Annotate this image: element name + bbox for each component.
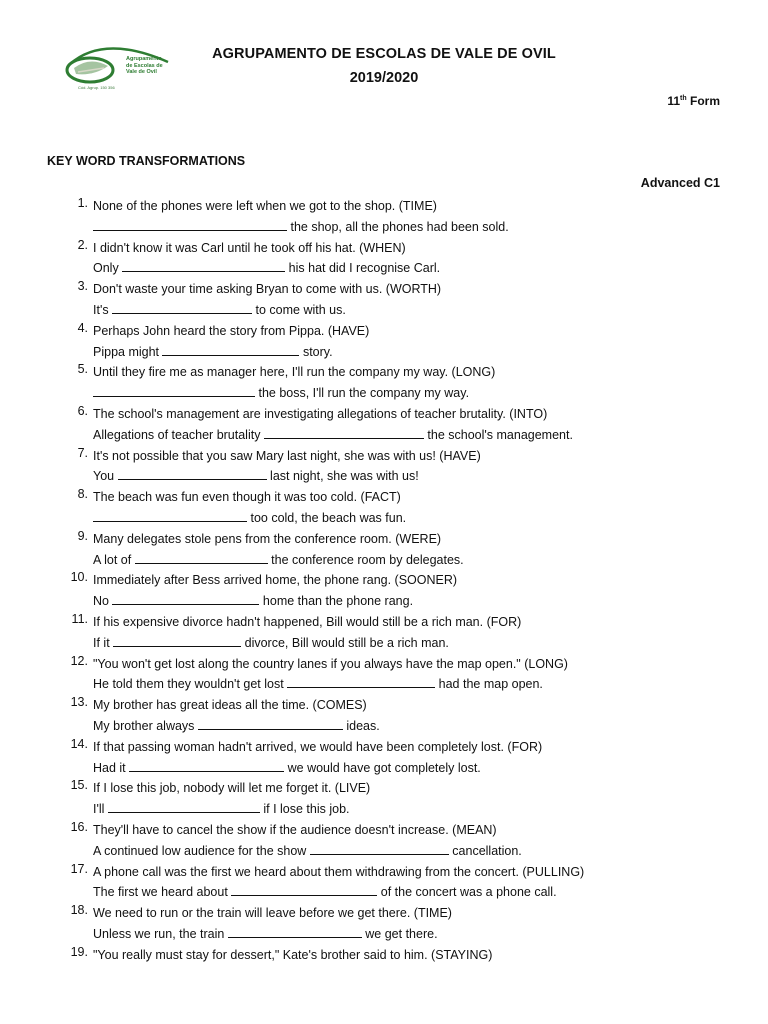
item-number: 18. (70, 903, 88, 918)
item-answer-line (93, 217, 746, 238)
answer-prefix: Only (93, 261, 123, 276)
exercise-item (66, 446, 746, 488)
answer-prefix: Unless we run, the train (93, 926, 228, 941)
item-number: 15. (70, 778, 88, 793)
item-number: 12. (70, 653, 88, 668)
form-suffix: th (680, 95, 687, 102)
form-label: Form (690, 94, 720, 108)
exercise-item (66, 862, 746, 904)
answer-blank[interactable] (135, 551, 268, 564)
item-answer-line (93, 799, 746, 820)
answer-suffix: home than the phone rang. (259, 594, 414, 609)
exercise-item (66, 279, 746, 321)
item-number: 9. (77, 528, 88, 543)
item-answer-line (93, 342, 746, 363)
item-sentence: It's not possible that you saw Mary last night, she was with us! (HAVE) (93, 448, 481, 463)
exercise-item (66, 612, 746, 654)
exercise-item (66, 778, 746, 820)
item-number: 8. (77, 487, 88, 502)
answer-prefix: It's (93, 302, 113, 317)
item-number: 17. (70, 861, 88, 876)
item-sentence: Many delegates stole pens from the conference room. (WERE) (93, 531, 442, 546)
answer-suffix: ideas. (342, 718, 380, 733)
item-sentence: If his expensive divorce hadn't happened, Bill would still be a rich man. (FOR) (93, 614, 522, 629)
answer-blank[interactable] (112, 301, 252, 314)
answer-prefix: The first we heard about (93, 885, 232, 900)
exercise-item (66, 903, 746, 945)
item-number: 6. (77, 403, 88, 418)
form-level (667, 94, 720, 108)
exercise-item (66, 404, 746, 446)
item-answer-line (93, 383, 746, 404)
answer-prefix: Allegations of teacher brutality (93, 427, 264, 442)
exercise-item (66, 196, 746, 238)
logo-caption: Cód. Agrup. 150 356 (78, 85, 115, 90)
exercise-item (66, 570, 746, 612)
answer-blank[interactable] (228, 925, 362, 938)
item-answer-line (93, 841, 746, 862)
school-year: 2019/2020 (349, 70, 419, 86)
item-sentence: Perhaps John heard the story from Pippa. (HAVE) (93, 323, 370, 338)
answer-prefix: He told them they wouldn't get lost (93, 677, 288, 692)
item-number: 16. (70, 819, 88, 834)
item-sentence: "You won't get lost along the country lanes if you always have the map open." (LONG) (93, 656, 568, 671)
item-sentence: None of the phones were left when we got to the shop. (TIME) (93, 199, 437, 213)
answer-blank[interactable] (310, 842, 449, 855)
item-answer-line (93, 716, 746, 737)
answer-suffix: cancellation. (448, 843, 522, 858)
item-number: 4. (77, 320, 88, 335)
answer-prefix: If it (93, 635, 114, 650)
item-answer-line (93, 882, 746, 903)
answer-blank[interactable] (198, 717, 343, 730)
item-answer-line (93, 508, 746, 529)
item-sentence: A phone call was the first we heard about them withdrawing from the concert. (PULLING) (93, 864, 585, 879)
answer-suffix: the boss, I'll run the company my way. (255, 386, 470, 401)
answer-blank[interactable] (129, 759, 284, 772)
item-number: 14. (70, 736, 88, 751)
item-sentence: The beach was fun even though it was too cold. (FACT) (93, 490, 401, 505)
form-number: 11 (667, 94, 681, 108)
answer-suffix: we would have got completely lost. (284, 760, 481, 775)
logo-text: Agrupamento de Escolas de Vale de Ovil (126, 56, 163, 75)
exercise-item (66, 737, 746, 779)
item-sentence: I didn't know it was Carl until he took off his hat. (WHEN) (93, 240, 406, 255)
answer-blank[interactable] (112, 592, 259, 605)
answer-blank[interactable] (93, 384, 255, 397)
item-number: 3. (77, 279, 88, 294)
answer-suffix: to come with us. (252, 302, 346, 317)
exercise-item (66, 238, 746, 280)
item-sentence: Don't waste your time asking Bryan to come with us. (WORTH) (93, 282, 442, 297)
answer-prefix: A lot of (93, 552, 135, 567)
item-answer-line (93, 550, 746, 571)
exercise-item (66, 321, 746, 363)
exercise-item (66, 654, 746, 696)
exercise-item (66, 820, 746, 862)
answer-blank[interactable] (264, 426, 424, 439)
answer-suffix: last night, she was with us! (266, 469, 419, 484)
answer-suffix: if I lose this job. (259, 802, 350, 817)
item-number: 2. (77, 237, 88, 252)
item-answer-line (93, 674, 746, 695)
item-sentence: Immediately after Bess arrived home, the phone rang. (SOONER) (93, 573, 458, 588)
item-answer-line (93, 300, 746, 321)
answer-blank[interactable] (108, 800, 260, 813)
item-sentence: If I lose this job, nobody will let me forget it. (LIVE) (93, 781, 371, 796)
school-name: AGRUPAMENTO DE ESCOLAS DE VALE DE OVIL (212, 46, 556, 62)
answer-blank[interactable] (113, 634, 241, 647)
answer-blank[interactable] (93, 218, 287, 231)
exercise-item (66, 487, 746, 529)
item-sentence: Until they fire me as manager here, I'll run the company my way. (LONG) (93, 365, 496, 380)
exercise-item (66, 362, 746, 404)
answer-suffix: the school's management. (423, 427, 573, 442)
answer-blank[interactable] (93, 509, 247, 522)
section-title: KEY WORD TRANSFORMATIONS (47, 154, 246, 168)
answer-suffix: had the map open. (435, 677, 543, 692)
item-number: 19. (70, 944, 88, 959)
item-number: 11. (71, 611, 88, 626)
answer-prefix: Pippa might (93, 344, 163, 359)
exercise-item (66, 695, 746, 737)
answer-suffix: the conference room by delegates. (267, 552, 464, 567)
item-number: 7. (77, 445, 88, 460)
answer-blank[interactable] (118, 467, 267, 480)
item-answer-line (93, 924, 746, 945)
answer-blank[interactable] (162, 343, 299, 356)
item-sentence: We need to run or the train will leave before we get there. (TIME) (93, 906, 452, 921)
level-label: Advanced C1 (640, 176, 720, 190)
item-answer-line (93, 633, 746, 654)
item-answer-line (93, 591, 746, 612)
answer-prefix: No (93, 594, 113, 609)
item-sentence: They'll have to cancel the show if the audience doesn't increase. (MEAN) (93, 822, 497, 837)
answer-blank[interactable] (231, 883, 377, 896)
item-sentence: The school's management are investigating allegations of teacher brutality. (INTO) (93, 406, 548, 421)
item-sentence: "You really must stay for dessert," Kate's brother said to him. (STAYING) (93, 947, 493, 962)
answer-suffix: we get there. (361, 926, 438, 941)
item-number: 5. (77, 362, 88, 377)
answer-prefix: A continued low audience for the show (93, 843, 310, 858)
item-sentence: If that passing woman hadn't arrived, we would have been completely lost. (FOR) (93, 739, 543, 754)
answer-suffix: too cold, the beach was fun. (247, 510, 407, 525)
exercise-list (66, 196, 746, 986)
answer-prefix: You (93, 469, 118, 484)
answer-suffix: his hat did I recognise Carl. (285, 261, 441, 276)
item-number: 10. (70, 570, 88, 585)
exercise-item (66, 529, 746, 571)
answer-suffix: the shop, all the phones had been sold. (287, 219, 509, 234)
answer-blank[interactable] (122, 259, 285, 272)
answer-prefix: Had it (93, 760, 130, 775)
answer-suffix: divorce, Bill would still be a rich man. (241, 635, 449, 650)
item-number: 13. (70, 695, 88, 710)
item-number: 1. (77, 196, 88, 210)
item-answer-line (93, 466, 746, 487)
answer-suffix: story. (299, 344, 333, 359)
item-answer-line (93, 758, 746, 779)
answer-prefix: My brother always (93, 718, 198, 733)
item-answer-line (93, 425, 746, 446)
answer-suffix: of the concert was a phone call. (377, 885, 557, 900)
answer-prefix: I'll (93, 802, 108, 817)
item-sentence: My brother has great ideas all the time. (COMES) (93, 698, 367, 713)
item-answer-line (93, 258, 746, 279)
exercise-item (66, 945, 746, 987)
answer-blank[interactable] (287, 675, 435, 688)
